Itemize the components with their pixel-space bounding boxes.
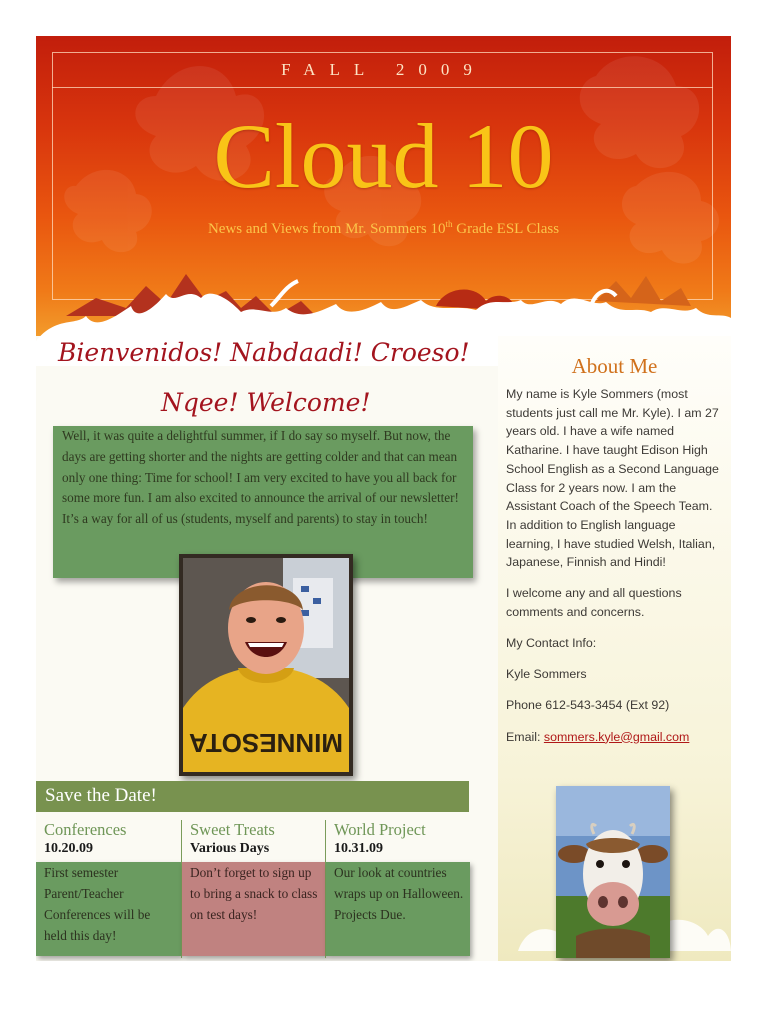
email-link[interactable]: sommers.kyle@gmail.com	[543, 729, 690, 744]
newsletter-title: Cloud 10	[213, 105, 554, 207]
banner-divider	[52, 87, 713, 88]
newsletter-subtitle	[36, 219, 731, 238]
about-paragraph: My name is Kyle Sommers (most students just call me Mr. Kyle). I am 27 years old. I have a wife named Katharine. I have taught Edison High School English as a Second Language Class for 2 years now. I am the Assistant Coach of the Speech Team. In addition to English language learning, I have studied Welsh, Italian, Japanese, Finnish and Hindi!	[506, 387, 719, 570]
save-the-date-header	[36, 781, 469, 812]
event-name: Sweet Treats	[190, 820, 275, 839]
intro-text: Well, it was quite a delightful summer, if I do say so myself. But now, the days are getting shorter and the nights are getting colder and that can mean only one thing: Time for school! I am very excited to have you all back for some more fun. I am also excited to announce the arrival of our newsletter! It’s a way for all of us (students, myself and parents) to stay in touch!	[62, 428, 459, 527]
sweatshirt-lettering: MINNESOTA	[188, 728, 344, 758]
about-paragraph: I welcome any and all questions comments and concerns.	[506, 586, 682, 620]
subtitle-superscript: th	[445, 219, 453, 229]
event-box	[326, 862, 470, 956]
teacher-portrait-image	[183, 558, 349, 772]
newsletter-page	[36, 36, 731, 961]
event-date: 10.20.09	[44, 841, 93, 856]
event-description: First semester Parent/Teacher Conferences will be held this day!	[44, 865, 151, 943]
event-sweet-treats	[181, 820, 326, 958]
about-body	[506, 385, 724, 759]
event-world-project	[325, 820, 470, 958]
email-label: Email:	[506, 729, 544, 744]
cow-photo	[556, 786, 670, 958]
event-date: Various Days	[190, 841, 270, 856]
save-the-date-title: Save the Date!	[45, 785, 157, 806]
subtitle-main: News and Views from Mr. Sommers 10	[207, 221, 446, 237]
teacher-photo	[179, 554, 353, 776]
event-name: World Project	[334, 820, 426, 839]
greeting-line-2: Nqee! Welcome!	[161, 388, 371, 417]
event-date: 10.31.09	[334, 841, 383, 856]
season-label: FALL 2009	[281, 60, 486, 79]
event-conferences	[36, 820, 181, 958]
greeting-line-1: Bienvenidos! Nabdaadi! Croeso!	[58, 338, 470, 367]
email-line	[506, 728, 724, 747]
event-description: Don’t forget to sign up to bring a snack to class on test days!	[190, 865, 318, 922]
about-paragraph: Phone 612-543-3454 (Ext 92)	[506, 698, 670, 713]
about-paragraph: My Contact Info:	[506, 636, 597, 651]
event-name: Conferences	[44, 820, 127, 839]
event-box	[182, 862, 326, 956]
cow-image	[556, 786, 670, 958]
about-paragraph: Kyle Sommers	[506, 667, 587, 682]
about-title: About Me	[571, 354, 658, 378]
event-box	[36, 862, 181, 956]
event-description: Our look at countries wraps up on Halloween. Projects Due.	[334, 865, 464, 922]
subtitle-end: Grade ESL Class	[452, 221, 560, 237]
